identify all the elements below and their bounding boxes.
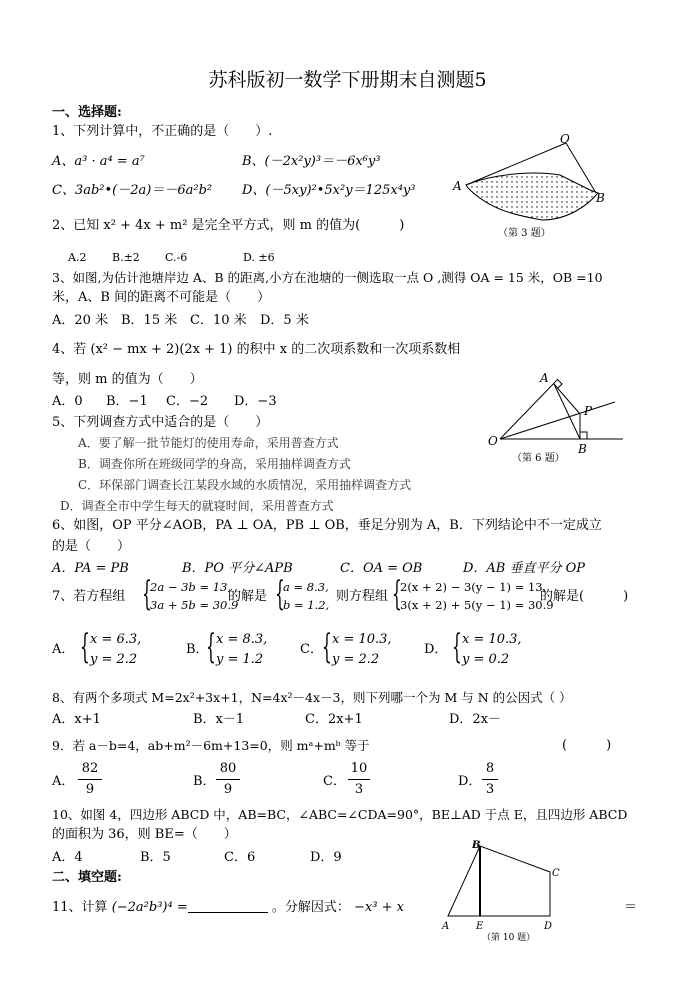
q10-option-d: D．9 bbox=[310, 850, 342, 865]
denominator: 9 bbox=[223, 782, 233, 797]
q7-label-a: A． bbox=[52, 642, 75, 657]
q3-line2: 米，A、B 间的距离不可能是（ ） bbox=[52, 290, 271, 305]
label-o: O bbox=[560, 132, 570, 146]
q4-option-d: D．−3 bbox=[234, 394, 277, 409]
q8-option-c: C．2x+1 bbox=[305, 712, 363, 727]
brace: { bbox=[322, 627, 332, 667]
eq-line: 3(x + 2) + 5(y − 1) = 30.9 bbox=[400, 598, 554, 612]
figure-caption: （第 3 题） bbox=[498, 228, 551, 239]
q8-option-b: B．x－1 bbox=[193, 712, 245, 727]
q5-option-c: C．环保部门调查长江某段水域的水质情况，采用抽样调查方式 bbox=[78, 478, 412, 492]
brace: { bbox=[452, 627, 462, 667]
section-heading: 一、选择题: bbox=[52, 105, 122, 120]
label-p: P bbox=[584, 404, 593, 418]
q5-option-b: B．调查你所在班级同学的身高，采用抽样调查方式 bbox=[78, 457, 351, 471]
eq-line: x = 10.3, bbox=[462, 632, 522, 647]
q9-label-b: B． bbox=[193, 774, 216, 789]
label-a: A bbox=[442, 921, 450, 932]
q1-option-a: A、a³ · a⁴ = a⁷ bbox=[52, 154, 145, 169]
denominator: 9 bbox=[85, 782, 95, 797]
label-d: D bbox=[544, 921, 553, 932]
denominator: 3 bbox=[354, 782, 364, 797]
q6-line2: 的是（ ） bbox=[52, 539, 131, 554]
q8-stem: 8、有两个多项式 M=2x²+3x+1，N=4x²－4x－3，则下列哪一个为 M 与 N 的公因式（ ） bbox=[52, 690, 572, 705]
eq-line: a = 8.3, bbox=[283, 580, 329, 594]
q10-line1: 10、如图 4，四边形 ABCD 中，AB=BC，∠ABC=∠CDA=90°，BE⊥AD 于点 E，且四边形 ABCD bbox=[52, 807, 628, 822]
fraction-bar bbox=[78, 779, 102, 780]
q1-option-b: B、(－2x²y)³＝－6x⁶y³ bbox=[242, 154, 381, 169]
numerator: 8 bbox=[485, 761, 495, 776]
q1-option-c: C、3ab²•(－2a)＝－6a²b² bbox=[52, 183, 213, 198]
eq-line: y = 2.2 bbox=[90, 652, 138, 667]
q10-option-c: C．6 bbox=[224, 850, 256, 865]
quadrilateral-abcd bbox=[448, 846, 550, 916]
q7-option-b bbox=[216, 630, 267, 670]
fraction-bar bbox=[482, 779, 498, 780]
q9-label-d: D． bbox=[458, 774, 482, 789]
q6-option-b: B．PO 平分∠APB bbox=[182, 561, 293, 576]
brace: { bbox=[206, 627, 216, 667]
q1-stem: 1、下列计算中，不正确的是（ ）. bbox=[52, 124, 273, 139]
numerator: 10 bbox=[350, 761, 368, 776]
page-title: 苏科版初一数学下册期末自测题5 bbox=[208, 69, 487, 91]
pond-shape bbox=[466, 173, 598, 220]
right-angle-a bbox=[558, 380, 562, 388]
q5-option-a: A．要了解一批节能灯的使用寿命，采用普查方式 bbox=[78, 436, 339, 450]
q7-option-a bbox=[90, 630, 141, 670]
brace: { bbox=[80, 627, 90, 667]
q7-solution bbox=[283, 578, 329, 614]
figure-caption: （第 6 题） bbox=[512, 453, 565, 464]
denominator: 3 bbox=[485, 782, 495, 797]
label-b: B bbox=[596, 191, 605, 205]
q7-label-c: C． bbox=[300, 642, 323, 657]
q7-end: 的解是( ) bbox=[540, 589, 629, 604]
q11-eq: = bbox=[176, 900, 188, 915]
q7-pre: 7、若方程组 bbox=[52, 589, 126, 604]
q5-stem: 5、下列调查方式中适合的是（ ） bbox=[52, 415, 269, 430]
q2-option-d: D. ±6 bbox=[243, 251, 275, 264]
brace: { bbox=[275, 574, 285, 614]
q5-option-d: D．调查全市中学生每天的就寝时间，采用普查方式 bbox=[60, 499, 334, 513]
q7-mid1: 的解是 bbox=[228, 589, 268, 604]
q7-label-d: D． bbox=[424, 642, 448, 657]
q6-line1: 6、如图，OP 平分∠AOB，PA ⊥ OA，PB ⊥ OB，垂足分别为 A，B．下列结论中不一定成立 bbox=[52, 518, 602, 533]
q3-option-b: B．15 米 bbox=[121, 313, 178, 328]
q4-line2: 等，则 m 的值为（ ） bbox=[52, 372, 203, 387]
q10-option-b: B．5 bbox=[140, 850, 171, 865]
q6-option-c: C．OA = OB bbox=[340, 561, 423, 576]
q10-option-a: A．4 bbox=[52, 850, 83, 865]
answer-blank[interactable] bbox=[188, 900, 268, 913]
right-angle-b bbox=[580, 432, 587, 439]
q9-stem: 9．若 a－b=4，ab+m²－6m+13=0，则 mᵃ+mᵇ 等于 bbox=[52, 738, 370, 753]
q6-option-a: A．PA = PB bbox=[52, 561, 129, 576]
q9-option-c bbox=[348, 760, 370, 799]
q7-system2 bbox=[400, 578, 554, 614]
q4-option-a: A．0 bbox=[52, 394, 83, 409]
q11-pre: 11、计算 bbox=[52, 900, 108, 915]
q7-option-c bbox=[332, 630, 392, 670]
label-b: B bbox=[472, 840, 481, 851]
figure-3 bbox=[450, 130, 610, 242]
q7-system1 bbox=[150, 578, 238, 614]
q1-option-d: D、(－5xy)²•5x²y＝125x⁴y³ bbox=[242, 183, 416, 198]
numerator: 82 bbox=[81, 761, 99, 776]
label-a: A bbox=[540, 371, 549, 385]
q8-option-a: A．x+1 bbox=[52, 712, 101, 727]
eq-line: 3a + 5b = 30.9 bbox=[150, 598, 239, 612]
eq-line: y = 0.2 bbox=[462, 652, 510, 667]
q4-line1: 4、若 (x² − mx + 2)(2x + 1) 的积中 x 的二次项系数和一次项系数相 bbox=[52, 342, 461, 357]
segment-ab bbox=[554, 384, 580, 439]
q11 bbox=[52, 900, 404, 916]
eq-line: y = 2.2 bbox=[332, 652, 380, 667]
q4-option-c: C．−2 bbox=[166, 394, 209, 409]
figure-caption: （第 10 题） bbox=[482, 933, 536, 943]
q7-option-d bbox=[462, 630, 522, 670]
q9-option-a bbox=[78, 760, 102, 799]
eq-line: x = 6.3, bbox=[90, 632, 142, 647]
q3-option-a: A．20 米 bbox=[52, 313, 109, 328]
q9-option-d bbox=[482, 760, 498, 799]
q9-option-b bbox=[216, 760, 240, 799]
label-e: E bbox=[476, 921, 484, 932]
eq-line: b = 1.2, bbox=[283, 598, 330, 612]
q3-line1: 3、如图,为估计池塘岸边 A、B 的距离,小方在池塘的一侧选取一点 O ,测得 OA = 15 米，OB =10 bbox=[52, 270, 603, 285]
figure-10 bbox=[438, 836, 568, 944]
q2-option-b: B.±2 bbox=[112, 251, 140, 264]
q9-label-c: C． bbox=[323, 774, 346, 789]
eq-line: y = 1.2 bbox=[216, 652, 264, 667]
q2-option-a: A.2 bbox=[68, 251, 87, 264]
segment-pa bbox=[554, 384, 580, 414]
q9-label-a: A． bbox=[52, 774, 75, 789]
brace: { bbox=[392, 574, 402, 614]
q3-option-d: D．5 米 bbox=[260, 313, 309, 328]
q2-option-c: C.-6 bbox=[165, 251, 188, 264]
q7-label-b: B． bbox=[186, 642, 209, 657]
eq-line: x = 8.3, bbox=[216, 632, 268, 647]
brace: { bbox=[142, 574, 152, 614]
q9-paren: ( ) bbox=[562, 738, 612, 753]
fraction-bar bbox=[348, 779, 370, 780]
label-b: B bbox=[578, 442, 587, 456]
q6-option-d: D．AB 垂直平分 OP bbox=[463, 561, 586, 576]
section-heading: 二、填空题: bbox=[52, 870, 122, 885]
eq-line: 2(x + 2) − 3(y − 1) = 13, bbox=[400, 580, 547, 594]
numerator: 80 bbox=[219, 761, 237, 776]
q7-mid2: 则方程组 bbox=[336, 589, 389, 604]
eq-line: 2a − 3b = 13, bbox=[150, 580, 232, 594]
q3-option-c: C．10 米 bbox=[190, 313, 247, 328]
figure-6 bbox=[480, 365, 630, 465]
q11-eq2: ＝ bbox=[624, 900, 638, 915]
label-o: O bbox=[488, 434, 498, 448]
label-c: C bbox=[552, 868, 560, 879]
q11-expr2: −x³ + x bbox=[354, 900, 404, 915]
q8-option-d: D．2x－ bbox=[449, 712, 502, 727]
fraction-bar bbox=[216, 779, 240, 780]
q4-option-b: B．−1 bbox=[106, 394, 148, 409]
eq-line: x = 10.3, bbox=[332, 632, 392, 647]
q10-line2: 的面积为 36，则 BE=（ ） bbox=[52, 827, 237, 842]
q11-post: 。分解因式： bbox=[271, 900, 350, 915]
label-a: A bbox=[453, 179, 462, 193]
q2-stem: 2、已知 x² + 4x + m² 是完全平方式，则 m 的值为( ) bbox=[52, 218, 405, 233]
q11-expr: (−2a²b³)⁴ bbox=[111, 900, 173, 915]
